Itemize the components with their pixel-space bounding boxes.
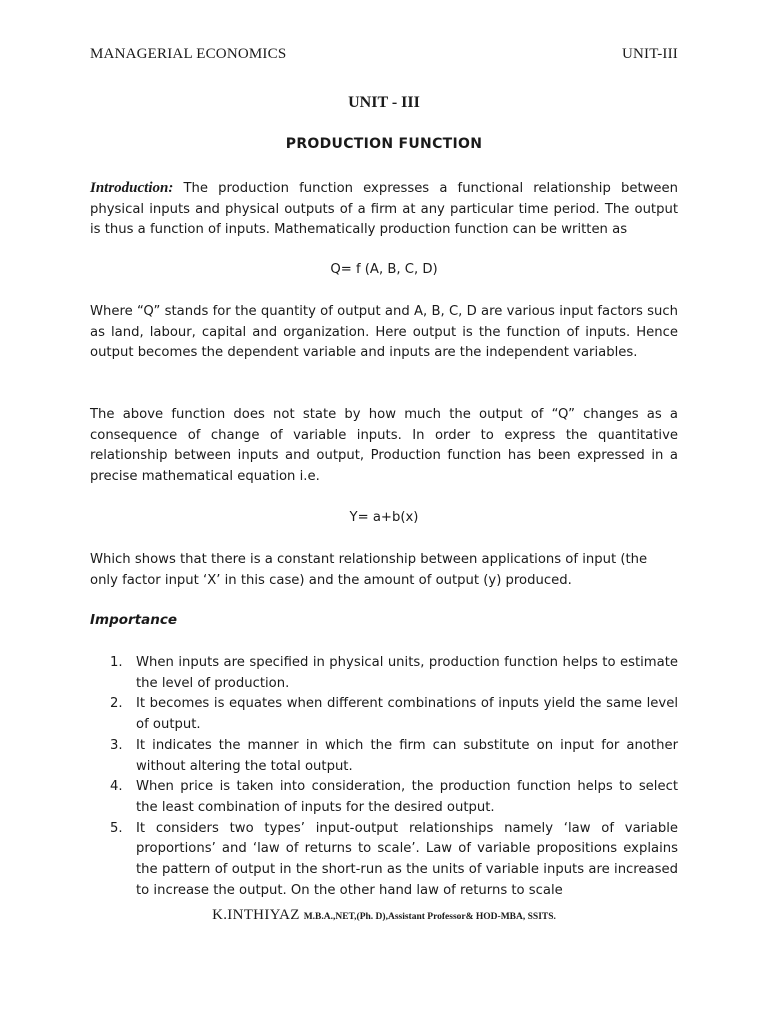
list-item-number: 3. [110,737,123,753]
list-item-number: 1. [110,655,123,670]
list-item-number: 2. [110,696,123,712]
list-item [110,777,678,818]
header-course-title: MANAGERIAL ECONOMICS [90,46,287,62]
equation-linear: Y= a+b(x) [349,510,419,525]
paragraph-variables-text: Where “Q” stands for the quantity of output and A, B, C, D are various input factors such as land, labour, capital and organization. Here output is the function of inputs. Hence output becomes the dependent variable and inputs are the independent variables. [90,304,678,361]
paragraph-variables [90,302,678,364]
intro-paragraph [90,178,678,241]
chapter-title: PRODUCTION FUNCTION [285,136,483,152]
list-item-text: When inputs are specified in physical units, production function helps to estimate the level of production. [136,655,678,691]
list-item [110,819,678,902]
footer-author-credentials: M.B.A.,NET,(Ph. D),Assistant Professor& HOD-MBA, SSITS. [303,912,556,922]
list-item-text: When price is taken into consideration, the production function helps to select the least combination of inputs for the desired output. [136,779,678,815]
list-item-text: It considers two types’ input-output relationships namely ‘law of variable proportions’ and ‘law of returns to scale’. Law of variable propositions explains the pattern of output in the short-run as the units of variable inputs are increased to increase the output. On the other hand law of returns to scale [136,820,678,898]
header-unit-label: UNIT-III [621,46,678,62]
equation-production-function: Q= f (A, B, C, D) [330,262,438,277]
paragraph-constant-relationship-text: Which shows that there is a constant relationship between applications of input (the only factor input ‘X’ in this case) and the amount of output (y) produced. [90,552,648,588]
list-item-number: 5. [110,820,123,836]
footer-author-name: K.INTHIYAZ [212,907,300,923]
list-item-text: It indicates the manner in which the firm can substitute on input for another without altering the total output. [136,737,678,774]
intro-text: The production function expresses a functional relationship between physical inputs and physical outputs of a firm at any particular time period. The output is thus a function of inputs. Mathematically production function can be written as [90,181,678,238]
importance-list [110,653,678,901]
page-footer [0,906,768,924]
list-item [110,694,678,735]
list-item [110,653,678,694]
list-item [110,736,678,777]
list-item-number: 4. [110,779,123,795]
paragraph-quantitative-text: The above function does not state by how much the output of “Q” changes as a consequence of change of variable inputs. In order to express the quantitative relationship between inputs and output, Production function has been expressed in a precise mathematical equation i.e. [90,407,678,485]
paragraph-quantitative [90,405,678,488]
intro-lead: Introduction: [90,180,174,196]
paragraph-constant-relationship [90,550,678,591]
importance-heading: Importance [90,612,178,628]
list-item-text: It becomes is equates when different combinations of inputs yield the same level of output. [136,696,678,733]
running-header [90,46,678,63]
unit-heading: UNIT - III [348,94,420,111]
